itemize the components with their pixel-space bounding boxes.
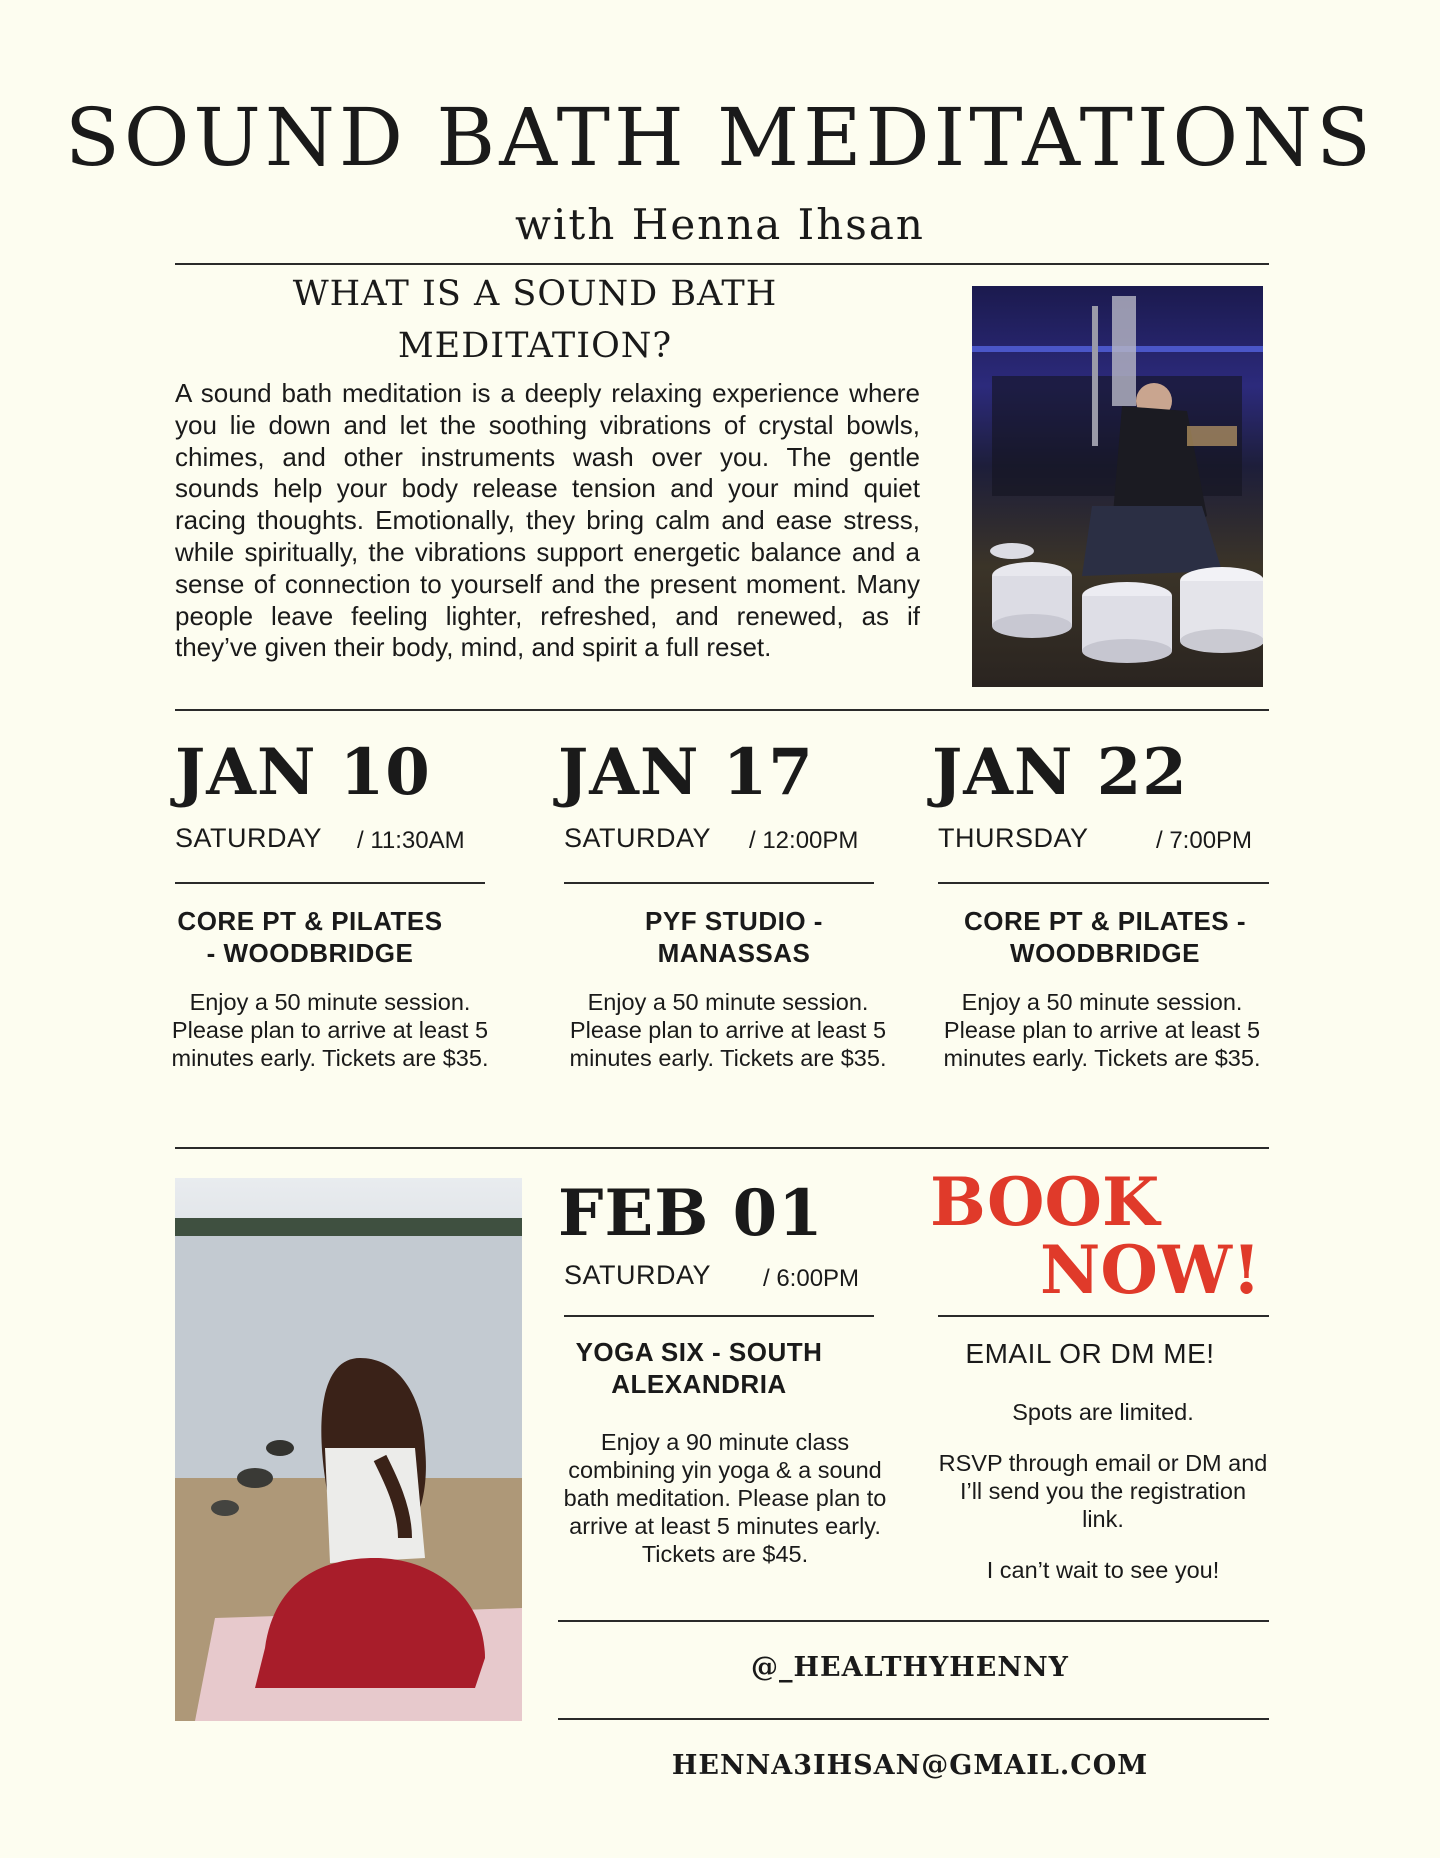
closing-text: I can’t wait to see you! <box>986 1557 1220 1583</box>
event-date: JAN 17 <box>558 735 814 810</box>
spots-limited-text: Spots are limited. <box>1012 1399 1194 1425</box>
event-description: Enjoy a 50 minute session. Please plan to arrive at least 5 minutes early. Tickets are $35. <box>943 989 1261 1071</box>
event-time: / 6:00PM <box>763 1265 860 1292</box>
event-description: Enjoy a 50 minute session. Please plan to arrive at least 5 minutes early. Tickets are $35. <box>569 989 887 1071</box>
beach-meditation-illustration <box>175 1178 522 1721</box>
event-venue: YOGA SIX - SOUTH ALEXANDRIA <box>575 1337 823 1399</box>
book-now-line2: NOW! <box>1040 1231 1261 1309</box>
event-time: / 11:30AM <box>357 827 465 854</box>
event-day: SATURDAY <box>564 1260 712 1290</box>
intro-heading: WHAT IS A SOUND BATH MEDITATION? <box>292 274 778 366</box>
event-day: SATURDAY <box>564 823 712 853</box>
event-date: FEB 01 <box>558 1176 824 1251</box>
divider <box>938 882 1269 884</box>
rsvp-text: RSVP through email or DM and I’ll send you the registration link. <box>938 1450 1268 1532</box>
event-venue: CORE PT & PILATES - WOODBRIDGE <box>177 906 443 968</box>
event-day: THURSDAY <box>938 823 1089 853</box>
divider <box>938 1315 1269 1317</box>
event-date: JAN 10 <box>175 735 431 810</box>
event-venue: CORE PT & PILATES - WOODBRIDGE <box>963 906 1247 968</box>
event-time: / 12:00PM <box>749 827 859 854</box>
divider <box>175 1147 1269 1149</box>
rsvp-info <box>938 1398 1268 1607</box>
contact-heading: EMAIL OR DM ME! <box>965 1338 1215 1369</box>
book-now-line1: BOOK <box>930 1163 1160 1241</box>
divider <box>175 709 1269 711</box>
beach-meditation-photo <box>175 1178 522 1721</box>
event-description: Enjoy a 90 minute class combining yin yoga & a sound bath meditation. Please plan to arrive at least 5 minutes early. Tickets are $45. <box>563 1429 887 1567</box>
book-now-heading <box>930 1163 1261 1309</box>
page-title: SOUND BATH MEDITATIONS <box>65 91 1375 184</box>
sound-bowls-photo <box>972 286 1263 687</box>
page-subtitle: with Henna Ihsan <box>515 200 925 249</box>
divider <box>175 882 485 884</box>
contact-email[interactable]: HENNA3IHSAN@GMAIL.COM <box>671 1750 1149 1781</box>
divider <box>558 1718 1269 1720</box>
intro-body: A sound bath meditation is a deeply relaxing experience where you lie down and let the soothing vibrations of crystal bowls, chimes, and other instruments wash over you. The gentle sounds help your body release tension and your mind quiet racing thoughts. Emotionally, they bring calm and ease stress, while spiritually, the vibrations support energetic balance and a sense of connection to yourself and the present moment. Many people leave feeling lighter, refreshed, and renewed, as if they’ve given their body, mind, and spirit a full reset. <box>175 378 920 663</box>
event-time: / 7:00PM <box>1156 827 1253 854</box>
sound-bowls-illustration <box>972 286 1263 687</box>
event-date: JAN 22 <box>932 735 1188 810</box>
event-description: Enjoy a 50 minute session. Please plan to arrive at least 5 minutes early. Tickets are $35. <box>171 989 489 1071</box>
social-handle[interactable]: @_HEALTHYHENNY <box>751 1652 1069 1683</box>
event-venue: PYF STUDIO - MANASSAS <box>645 906 823 968</box>
divider <box>564 1315 874 1317</box>
divider <box>558 1620 1269 1622</box>
event-day: SATURDAY <box>175 823 323 853</box>
divider <box>175 263 1269 265</box>
divider <box>564 882 874 884</box>
